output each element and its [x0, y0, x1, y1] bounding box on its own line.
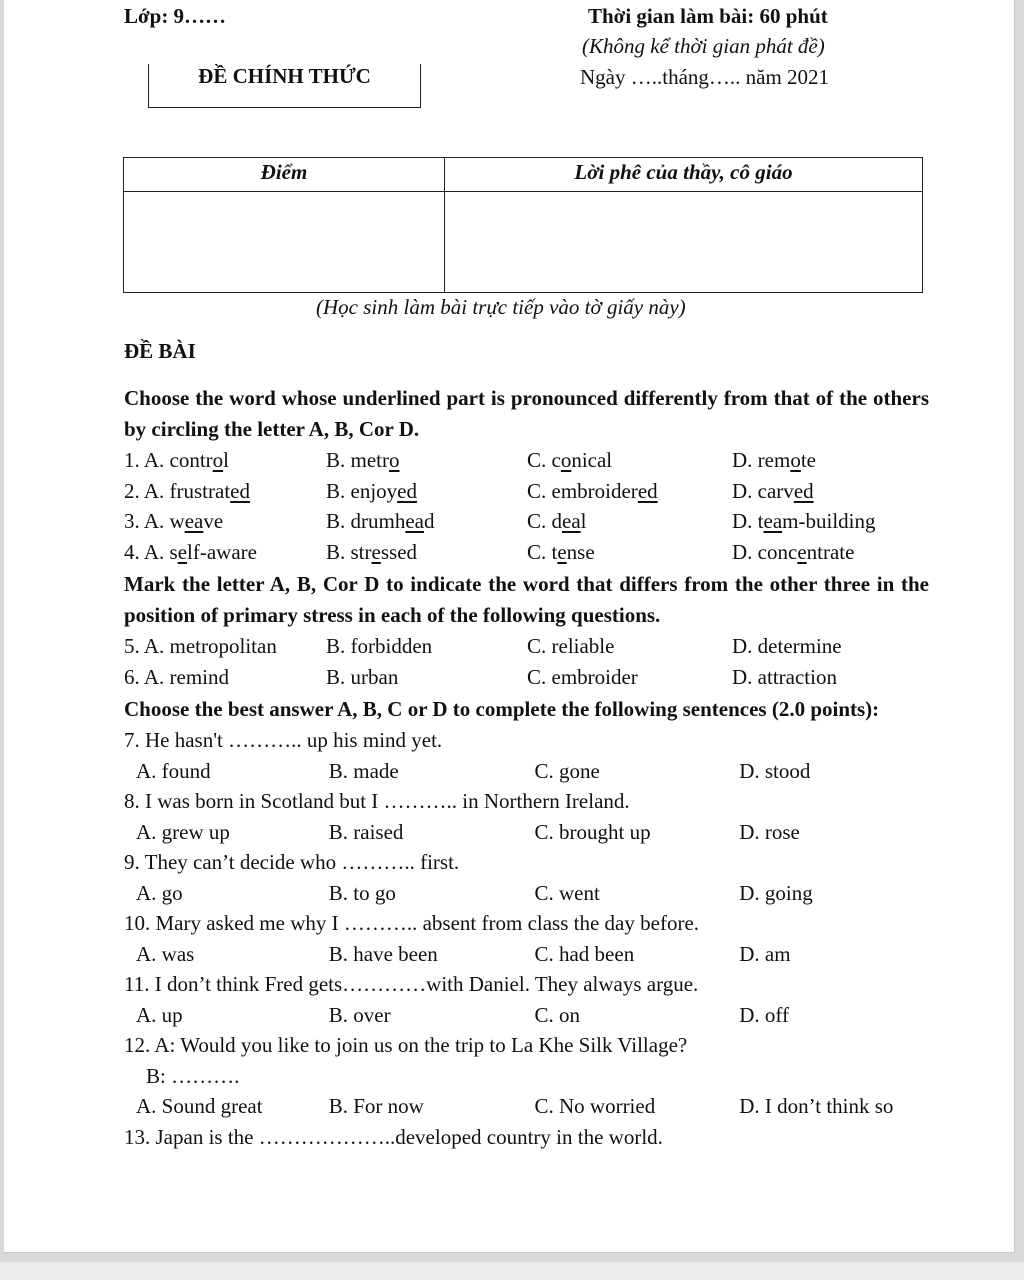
answer-option: D. attraction — [732, 664, 837, 689]
answer-option: C. embroidered — [527, 478, 658, 503]
answer-option: B. stressed — [326, 539, 418, 564]
answer-option: B. drumhead — [326, 509, 435, 533]
answer-option: 5. A. metropolitan — [124, 634, 277, 658]
answer-option: 1. A. control — [124, 448, 229, 472]
answer-option: B. raised — [328, 819, 404, 844]
part3-questions — [124, 725, 929, 1152]
exam-content — [124, 336, 929, 1152]
part1-questions — [124, 445, 929, 567]
part3-instruction: Choose the best answer A, B, C or D to complete the following sentences (2.0 points): — [124, 697, 880, 721]
answer-option: A. Sound great — [136, 1094, 263, 1118]
underlined-part: ea — [763, 509, 783, 533]
options-row — [124, 756, 929, 787]
answer-option: D. off — [739, 1002, 789, 1027]
answer-option: D. team-building — [732, 509, 876, 533]
answer-option: B. made — [328, 758, 399, 783]
answer-option: C. on — [534, 1002, 580, 1027]
answer-option: B. For now — [328, 1094, 424, 1118]
score-table — [123, 157, 923, 293]
score-cell[interactable] — [124, 192, 445, 293]
underlined-part: e — [371, 539, 381, 564]
underlined-part: e — [557, 539, 567, 564]
answer-option: A. go — [136, 880, 183, 905]
underlined-part: o — [790, 448, 801, 472]
answer-option: A. up — [136, 1002, 183, 1027]
underlined-part: ed — [637, 478, 658, 503]
page-bottom-edge — [0, 1262, 1024, 1280]
question-text: 7. He hasn't ……….. up his mind yet. — [124, 728, 443, 752]
underlined-part: ed — [793, 478, 814, 503]
answer-option: B. over — [328, 1002, 391, 1027]
question-text: 9. They can’t decide who ……….. first. — [124, 850, 460, 874]
question-text: 11. I don’t think Fred gets…………with Daniel. They always argue. — [124, 972, 699, 996]
pronunciation-question — [124, 506, 929, 537]
answer-option: C. tense — [527, 539, 595, 564]
options-row — [124, 878, 929, 909]
answer-option: C. embroider — [527, 664, 638, 689]
underlined-part: o — [389, 448, 400, 472]
question-text: 8. I was born in Scotland but I ……….. in Northern Ireland. — [124, 789, 630, 813]
answer-option: D. carved — [732, 478, 814, 503]
comment-cell[interactable] — [445, 192, 923, 293]
pronunciation-question — [124, 445, 929, 476]
part1-instruction: Choose the word whose underlined part is pronounced differently from that of the others by circling the letter A, B, Cor D. — [124, 386, 929, 441]
official-label: ĐỀ CHÍNH THỨC — [198, 64, 371, 88]
answer-option: B. forbidden — [326, 634, 433, 658]
answer-option: B. to go — [328, 880, 396, 905]
answer-option: A. grew up — [136, 819, 230, 844]
underlined-part: ed — [397, 478, 417, 503]
answer-option: D. rose — [739, 819, 800, 844]
answer-option: C. went — [534, 880, 600, 905]
official-box — [148, 64, 421, 108]
question-text: 12. A: Would you like to join us on the trip to La Khe Silk Village? — [124, 1033, 688, 1057]
underlined-part: o — [560, 448, 572, 472]
class-label: Lớp: 9…… — [124, 4, 227, 28]
answer-option: B. urban — [326, 664, 399, 689]
answer-option: C. had been — [534, 941, 635, 966]
answer-option: D. I don’t think so — [739, 1094, 894, 1118]
answer-option: C. deal — [527, 509, 587, 533]
answer-option: D. concentrate — [732, 539, 855, 564]
question-text: 13. Japan is the ………………..developed country in the world. — [124, 1124, 663, 1149]
answer-option: C. conical — [527, 448, 613, 472]
underlined-part: e — [797, 539, 807, 564]
answer-option: C. reliable — [527, 634, 615, 658]
answer-option: D. going — [739, 880, 813, 905]
options-row — [124, 817, 929, 848]
time-note: (Không kể thời gian phát đề) — [582, 34, 825, 58]
options-row — [124, 939, 929, 970]
stress-question — [124, 631, 929, 662]
answer-option: C. No worried — [534, 1094, 656, 1118]
answer-option: 6. A. remind — [124, 664, 229, 689]
options-row — [124, 1000, 929, 1031]
stress-question — [124, 662, 929, 693]
answer-option: C. gone — [534, 758, 600, 783]
section-title: ĐỀ BÀI — [124, 339, 196, 363]
question-text: 10. Mary asked me why I ……….. absent from class the day before. — [124, 911, 700, 935]
underlined-part: ea — [405, 509, 424, 533]
question-subline: B: ………. — [146, 1063, 240, 1088]
answer-option: 2. A. frustrated — [124, 478, 250, 503]
answer-option: B. have been — [328, 941, 438, 966]
underlined-part: ed — [230, 478, 250, 503]
underlined-part: ea — [562, 509, 581, 533]
date-label: Ngày …..tháng….. năm 2021 — [580, 65, 830, 89]
underlined-part: e — [177, 539, 188, 564]
answer-option: A. was — [136, 941, 195, 966]
part2-instruction: Mark the letter A, B, Cor D to indicate the word that differs from the other three in the position of primary stress in each of the following questions. — [124, 572, 929, 627]
answer-option: C. brought up — [534, 819, 651, 844]
underlined-part: ea — [184, 509, 204, 533]
pronunciation-question — [124, 476, 929, 507]
score-header: Điểm — [124, 158, 445, 192]
answer-option: 3. A. weave — [124, 509, 224, 533]
comment-header: Lời phê của thầy, cô giáo — [445, 158, 923, 192]
answer-option: A. found — [136, 758, 211, 783]
time-label: Thời gian làm bài: 60 phút — [588, 4, 828, 28]
answer-option: B. metro — [326, 448, 400, 472]
answer-option: D. stood — [739, 758, 811, 783]
answer-option: D. remote — [732, 448, 816, 472]
options-row — [124, 1091, 929, 1122]
underlined-part: o — [212, 448, 224, 472]
answer-option: B. enjoyed — [326, 478, 417, 503]
part2-questions — [124, 631, 929, 692]
answer-option: 4. A. self-aware — [124, 539, 257, 564]
instruction-note: (Học sinh làm bài trực tiếp vào tờ giấy này) — [316, 295, 686, 319]
answer-option: D. determine — [732, 634, 842, 658]
pronunciation-question — [124, 537, 929, 568]
answer-option: D. am — [739, 941, 791, 966]
